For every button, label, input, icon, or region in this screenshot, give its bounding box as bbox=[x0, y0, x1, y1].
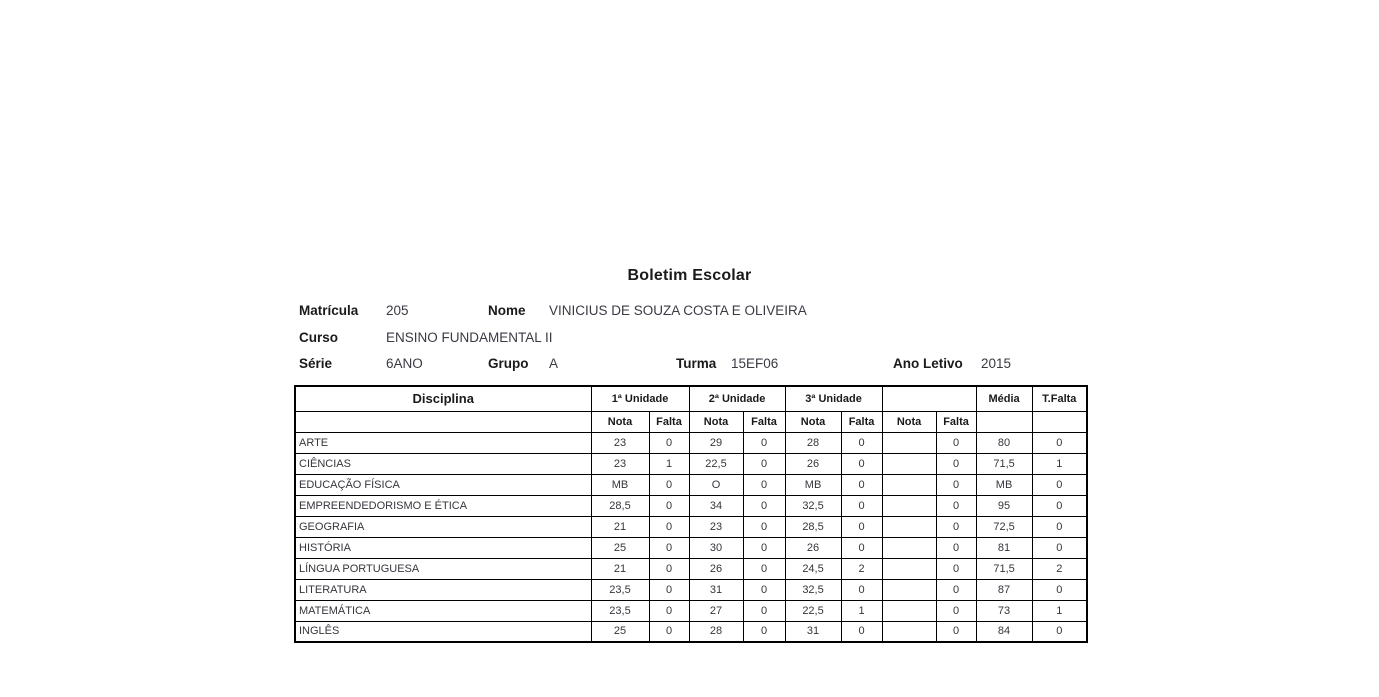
grade-cell: 81 bbox=[976, 537, 1032, 558]
grade-cell: 26 bbox=[785, 453, 841, 474]
grade-cell: 0 bbox=[743, 432, 785, 453]
grade-cell: 0 bbox=[1032, 621, 1087, 642]
grade-cell: 23 bbox=[591, 453, 649, 474]
grade-cell: 32,5 bbox=[785, 495, 841, 516]
discipline-cell: LITERATURA bbox=[295, 579, 591, 600]
grade-cell: 31 bbox=[785, 621, 841, 642]
nota-header-1: Nota bbox=[591, 411, 649, 432]
grade-cell: 0 bbox=[936, 453, 976, 474]
unit3-header: 3ª Unidade bbox=[785, 386, 882, 411]
empty-subheader bbox=[1032, 411, 1087, 432]
tfalta-header: T.Falta bbox=[1032, 386, 1087, 411]
table-row bbox=[295, 495, 1087, 516]
falta-header-2: Falta bbox=[743, 411, 785, 432]
grade-cell: 0 bbox=[1032, 516, 1087, 537]
falta-header-3: Falta bbox=[841, 411, 882, 432]
grade-cell: O bbox=[689, 474, 743, 495]
grade-cell: 0 bbox=[936, 537, 976, 558]
grade-cell: 0 bbox=[1032, 495, 1087, 516]
nota-header-3: Nota bbox=[785, 411, 841, 432]
grade-cell: 0 bbox=[743, 558, 785, 579]
grade-cell: 0 bbox=[841, 579, 882, 600]
grade-cell: 0 bbox=[649, 516, 689, 537]
grade-cell: 0 bbox=[841, 537, 882, 558]
grade-cell: 0 bbox=[743, 453, 785, 474]
grade-cell: 28 bbox=[785, 432, 841, 453]
grade-cell: 24,5 bbox=[785, 558, 841, 579]
grade-cell: MB bbox=[591, 474, 649, 495]
grade-cell: 71,5 bbox=[976, 453, 1032, 474]
grade-cell: 22,5 bbox=[689, 453, 743, 474]
nota-header-2: Nota bbox=[689, 411, 743, 432]
grade-cell: 87 bbox=[976, 579, 1032, 600]
discipline-cell: ARTE bbox=[295, 432, 591, 453]
grade-cell: 2 bbox=[1032, 558, 1087, 579]
grade-cell: 0 bbox=[936, 495, 976, 516]
nome-label: Nome bbox=[488, 303, 526, 318]
grade-cell: 0 bbox=[1032, 432, 1087, 453]
grade-cell: 32,5 bbox=[785, 579, 841, 600]
table-row bbox=[295, 453, 1087, 474]
table-row bbox=[295, 432, 1087, 453]
table-row bbox=[295, 558, 1087, 579]
media-header: Média bbox=[976, 386, 1032, 411]
serie-value: 6ANO bbox=[386, 356, 423, 371]
grade-cell: 71,5 bbox=[976, 558, 1032, 579]
ano-letivo-value: 2015 bbox=[981, 356, 1012, 371]
unit1-header: 1ª Unidade bbox=[591, 386, 689, 411]
grade-cell: 27 bbox=[689, 600, 743, 621]
grade-cell: 0 bbox=[649, 621, 689, 642]
grade-cell: 0 bbox=[841, 432, 882, 453]
grade-cell: 0 bbox=[841, 453, 882, 474]
grade-cell: 0 bbox=[936, 474, 976, 495]
ano-letivo-label: Ano Letivo bbox=[893, 356, 963, 371]
grade-cell: 30 bbox=[689, 537, 743, 558]
grade-cell: 84 bbox=[976, 621, 1032, 642]
grade-cell: 0 bbox=[936, 432, 976, 453]
grade-cell: 0 bbox=[649, 495, 689, 516]
grade-cell: 23,5 bbox=[591, 600, 649, 621]
grade-cell: 26 bbox=[785, 537, 841, 558]
grade-cell: 0 bbox=[841, 495, 882, 516]
grade-cell: 0 bbox=[841, 516, 882, 537]
table-subheader-row bbox=[295, 411, 1087, 432]
grade-cell: 26 bbox=[689, 558, 743, 579]
grade-cell: 0 bbox=[649, 432, 689, 453]
grades-table-body bbox=[295, 432, 1087, 642]
grade-cell: 1 bbox=[1032, 600, 1087, 621]
grade-cell: 28,5 bbox=[591, 495, 649, 516]
grade-cell: 23 bbox=[591, 432, 649, 453]
table-row bbox=[295, 579, 1087, 600]
table-row bbox=[295, 474, 1087, 495]
grade-cell: 1 bbox=[841, 600, 882, 621]
grade-cell bbox=[882, 537, 936, 558]
grade-cell: 0 bbox=[649, 474, 689, 495]
unit2-header: 2ª Unidade bbox=[689, 386, 785, 411]
grade-cell bbox=[882, 453, 936, 474]
grade-cell bbox=[882, 474, 936, 495]
grade-cell: 0 bbox=[649, 537, 689, 558]
grade-cell bbox=[882, 516, 936, 537]
table-row bbox=[295, 600, 1087, 621]
falta-header-4: Falta bbox=[936, 411, 976, 432]
empty-subheader bbox=[295, 411, 591, 432]
matricula-value: 205 bbox=[386, 303, 409, 318]
table-row bbox=[295, 621, 1087, 642]
falta-header-1: Falta bbox=[649, 411, 689, 432]
grade-cell: 0 bbox=[743, 600, 785, 621]
discipline-cell: GEOGRAFIA bbox=[295, 516, 591, 537]
grade-cell: 2 bbox=[841, 558, 882, 579]
grade-cell: 95 bbox=[976, 495, 1032, 516]
grade-cell: 25 bbox=[591, 537, 649, 558]
grade-cell: 23 bbox=[689, 516, 743, 537]
grade-cell: 0 bbox=[841, 621, 882, 642]
grade-cell: 1 bbox=[1032, 453, 1087, 474]
grade-cell bbox=[882, 621, 936, 642]
grade-cell: 0 bbox=[743, 537, 785, 558]
grade-cell bbox=[882, 579, 936, 600]
grade-cell: 25 bbox=[591, 621, 649, 642]
grade-cell: 73 bbox=[976, 600, 1032, 621]
grade-cell: 22,5 bbox=[785, 600, 841, 621]
grade-cell: 0 bbox=[649, 600, 689, 621]
grade-cell: 0 bbox=[1032, 474, 1087, 495]
empty-subheader bbox=[976, 411, 1032, 432]
grades-table bbox=[294, 385, 1088, 643]
grade-cell: 0 bbox=[936, 516, 976, 537]
grade-cell: 0 bbox=[936, 621, 976, 642]
discipline-cell: INGLÊS bbox=[295, 621, 591, 642]
matricula-label: Matrícula bbox=[299, 303, 359, 318]
grade-cell: 0 bbox=[841, 474, 882, 495]
grade-cell: 0 bbox=[743, 516, 785, 537]
discipline-cell: HISTÓRIA bbox=[295, 537, 591, 558]
grade-cell bbox=[882, 600, 936, 621]
turma-label: Turma bbox=[676, 356, 717, 371]
grade-cell: 0 bbox=[743, 621, 785, 642]
nota-header-4: Nota bbox=[882, 411, 936, 432]
grade-cell: MB bbox=[976, 474, 1032, 495]
table-row bbox=[295, 537, 1087, 558]
discipline-cell: EDUCAÇÃO FÍSICA bbox=[295, 474, 591, 495]
grade-cell: 29 bbox=[689, 432, 743, 453]
grupo-value: A bbox=[549, 356, 559, 371]
serie-label: Série bbox=[299, 356, 333, 371]
grade-cell: 0 bbox=[936, 558, 976, 579]
grade-cell: 0 bbox=[936, 600, 976, 621]
grade-cell bbox=[882, 558, 936, 579]
discipline-cell: CIÊNCIAS bbox=[295, 453, 591, 474]
turma-value: 15EF06 bbox=[731, 356, 779, 371]
grade-cell: 0 bbox=[649, 579, 689, 600]
page-title: Boletim Escolar bbox=[627, 267, 752, 284]
grade-cell: 0 bbox=[1032, 579, 1087, 600]
grade-cell: 28,5 bbox=[785, 516, 841, 537]
table-row bbox=[295, 516, 1087, 537]
grade-cell: 23,5 bbox=[591, 579, 649, 600]
discipline-cell: LÍNGUA PORTUGUESA bbox=[295, 558, 591, 579]
grade-cell: MB bbox=[785, 474, 841, 495]
curso-value: ENSINO FUNDAMENTAL II bbox=[386, 330, 553, 345]
disciplina-header: Disciplina bbox=[295, 386, 591, 411]
grade-cell: 0 bbox=[936, 579, 976, 600]
table-group-header-row bbox=[295, 386, 1087, 411]
grade-cell: 72,5 bbox=[976, 516, 1032, 537]
discipline-cell: EMPREENDEDORISMO E ÉTICA bbox=[295, 495, 591, 516]
discipline-cell: MATEMÁTICA bbox=[295, 600, 591, 621]
curso-label: Curso bbox=[299, 330, 339, 345]
grade-cell: 0 bbox=[1032, 537, 1087, 558]
grade-cell: 80 bbox=[976, 432, 1032, 453]
grade-cell: 28 bbox=[689, 621, 743, 642]
grade-cell: 0 bbox=[743, 579, 785, 600]
grade-cell bbox=[882, 495, 936, 516]
grade-cell: 21 bbox=[591, 516, 649, 537]
grade-cell: 1 bbox=[649, 453, 689, 474]
grade-cell: 34 bbox=[689, 495, 743, 516]
grade-cell bbox=[882, 432, 936, 453]
grade-cell: 21 bbox=[591, 558, 649, 579]
grade-cell: 31 bbox=[689, 579, 743, 600]
unit4-header bbox=[882, 386, 976, 411]
grade-cell: 0 bbox=[743, 495, 785, 516]
grupo-label: Grupo bbox=[488, 356, 529, 371]
nome-value: VINICIUS DE SOUZA COSTA E OLIVEIRA bbox=[549, 303, 807, 318]
grade-cell: 0 bbox=[743, 474, 785, 495]
grade-cell: 0 bbox=[649, 558, 689, 579]
